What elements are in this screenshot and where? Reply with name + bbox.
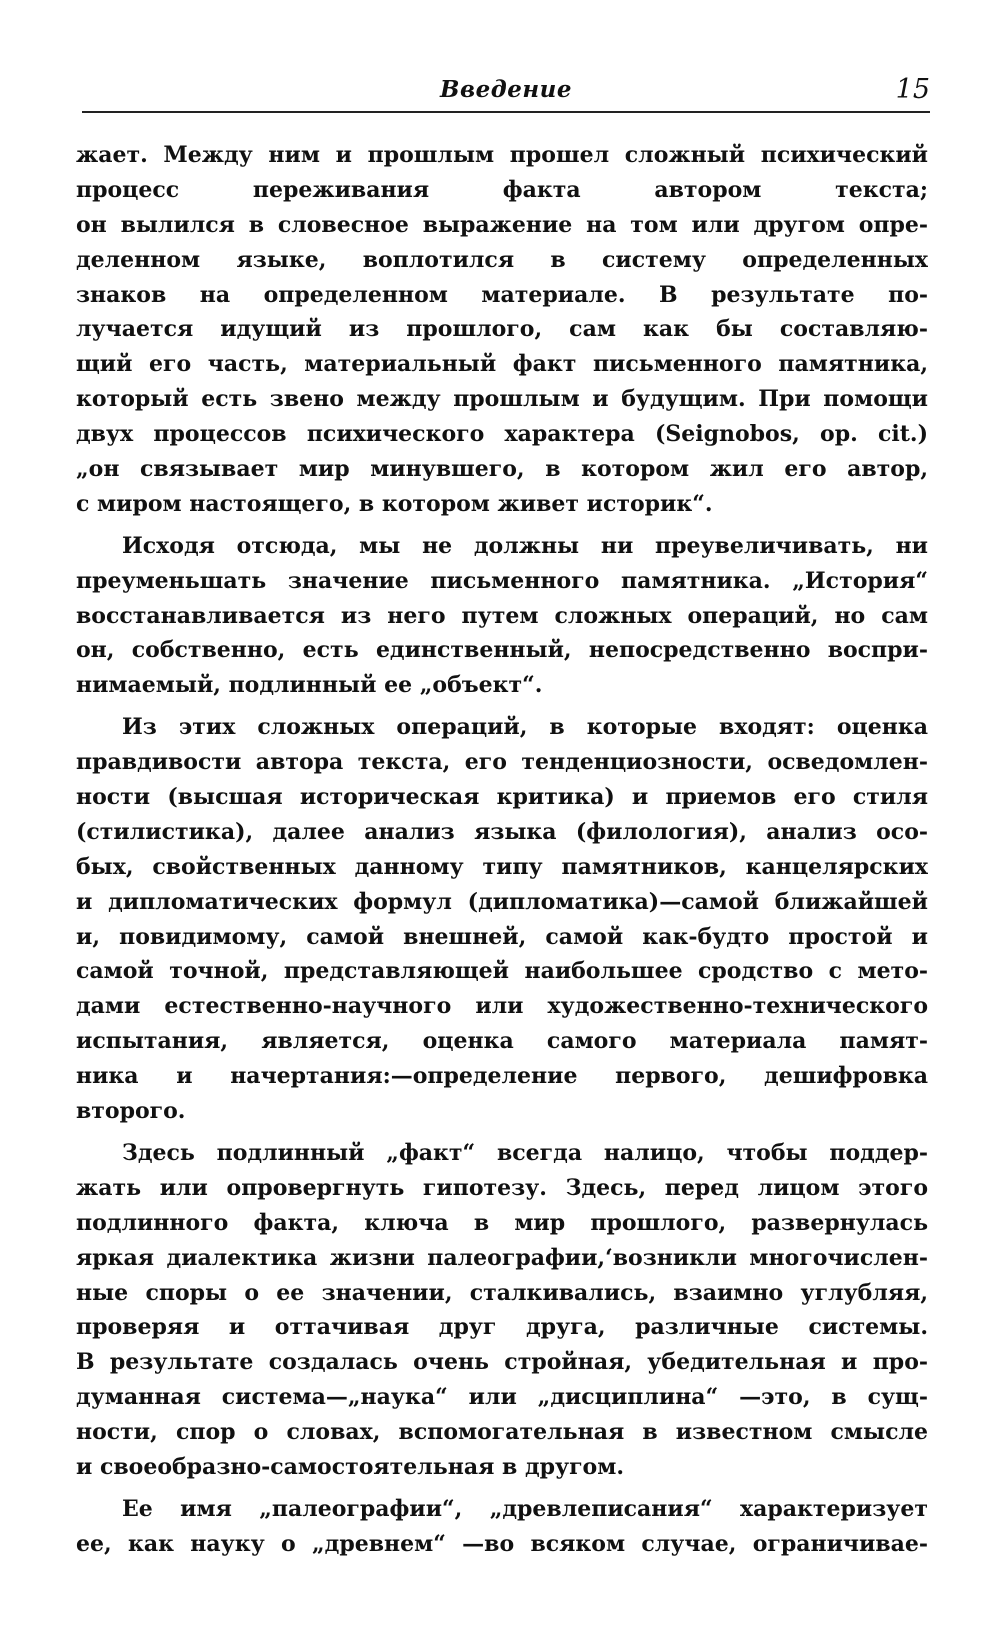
paragraph (76, 1136, 928, 1485)
text-line: щий его часть, материальный факт письменного памятника, (76, 351, 928, 378)
paragraph (76, 138, 928, 522)
text-line: дами естественно-научного или художественно-технического (76, 993, 928, 1020)
text-line: восстанавливается из него путем сложных операций, но сам (76, 602, 928, 629)
text-line: знаков на определенном материале. В результате по- (76, 281, 928, 308)
text-line: второго. (76, 1098, 186, 1125)
text-line: и дипломатических формул (дипломатика)—самой ближайшей (76, 888, 928, 915)
text-line: ее, как науку о „древнем“ —во всяком случае, ограничивае- (76, 1530, 928, 1557)
page-number: 15 (895, 74, 930, 105)
paragraph-gap (76, 1485, 928, 1492)
text-line: (стилистика), далее анализ языка (филология), анализ осо- (76, 818, 928, 845)
chapter-title: Введение (440, 76, 572, 103)
text-line: ные споры о ее значении, сталкивались, взаимно углубляя, (76, 1279, 928, 1306)
text-line: правдивости автора текста, его тенденциозности, осведомлен- (76, 749, 928, 776)
running-head (82, 72, 930, 112)
paragraph (76, 529, 928, 703)
text-line: двух процессов психического характера (Seignobos, op. cit.) (76, 421, 928, 448)
text-line: и, повидимому, самой внешней, самой как-будто простой и (76, 923, 928, 950)
text-line: лучается идущий из прошлого, сам как бы составляю- (76, 316, 928, 343)
paragraph-gap (76, 1129, 928, 1136)
text-line: преуменьшать значение письменного памятника. „История“ (76, 567, 928, 594)
text-line: Ее имя „палеографии“, „древлеписания“ характеризует (122, 1495, 928, 1522)
text-line: Из этих сложных операций, в которые входят: оценка (122, 714, 928, 741)
text-line: В результате создалась очень стройная, убедительная и про- (76, 1349, 928, 1376)
text-line: деленном языке, воплотился в систему определенных (76, 246, 928, 273)
paragraph-gap (76, 522, 928, 529)
text-line: ности (высшая историческая критика) и приемов его стиля (76, 784, 928, 811)
text-line: самой точной, представляющей наибольшее сродство с мето- (76, 958, 928, 985)
paragraph (76, 1492, 928, 1562)
text-line: жать или опровергнуть гипотезу. Здесь, перед лицом этого (76, 1174, 928, 1201)
text-line: испытания, является, оценка самого материала памят- (76, 1028, 928, 1055)
body-text (76, 138, 928, 1562)
text-line: и своеобразно-самостоятельная в другом. (76, 1453, 624, 1480)
text-line: подлинного факта, ключа в мир прошлого, развернулась (76, 1209, 928, 1236)
text-line: он вылился в словесное выражение на том или другом опре- (76, 211, 928, 238)
text-line: Здесь подлинный „факт“ всегда налицо, чтобы поддер- (122, 1139, 928, 1166)
paragraph-gap (76, 703, 928, 710)
text-line: думанная система—„наука“ или „дисциплина“ —это, в сущ- (76, 1384, 928, 1411)
text-line: ности, спор о словах, вспомогательная в известном смысле (76, 1419, 928, 1446)
text-line: который есть звено между прошлым и будущим. При помощи (76, 386, 928, 413)
header-rule (82, 111, 930, 113)
text-line: проверяя и оттачивая друг друга, различные системы. (76, 1314, 928, 1341)
text-line: яркая диалектика жизни палеографии,‘возникли многочислен- (76, 1244, 928, 1271)
text-line: жает. Между ним и прошлым прошел сложный психический (76, 142, 928, 168)
text-line: процесс переживания факта автором текста; (76, 176, 928, 203)
text-line: ника и начертания:—определение первого, дешифровка (76, 1063, 928, 1090)
text-line: с миром настоящего, в котором живет историк“. (76, 490, 713, 517)
text-line: нимаемый, подлинный ее „объект“. (76, 672, 543, 699)
text-line: он, собственно, есть единственный, непосредственно воспри- (76, 637, 928, 664)
paragraph (76, 710, 928, 1129)
text-line: Исходя отсюда, мы не должны ни преувеличивать, ни (122, 532, 928, 559)
text-line: бых, свойственных данному типу памятников, канцелярских (76, 853, 928, 880)
text-line: „он связывает мир минувшего, в котором жил его автор, (76, 456, 928, 483)
